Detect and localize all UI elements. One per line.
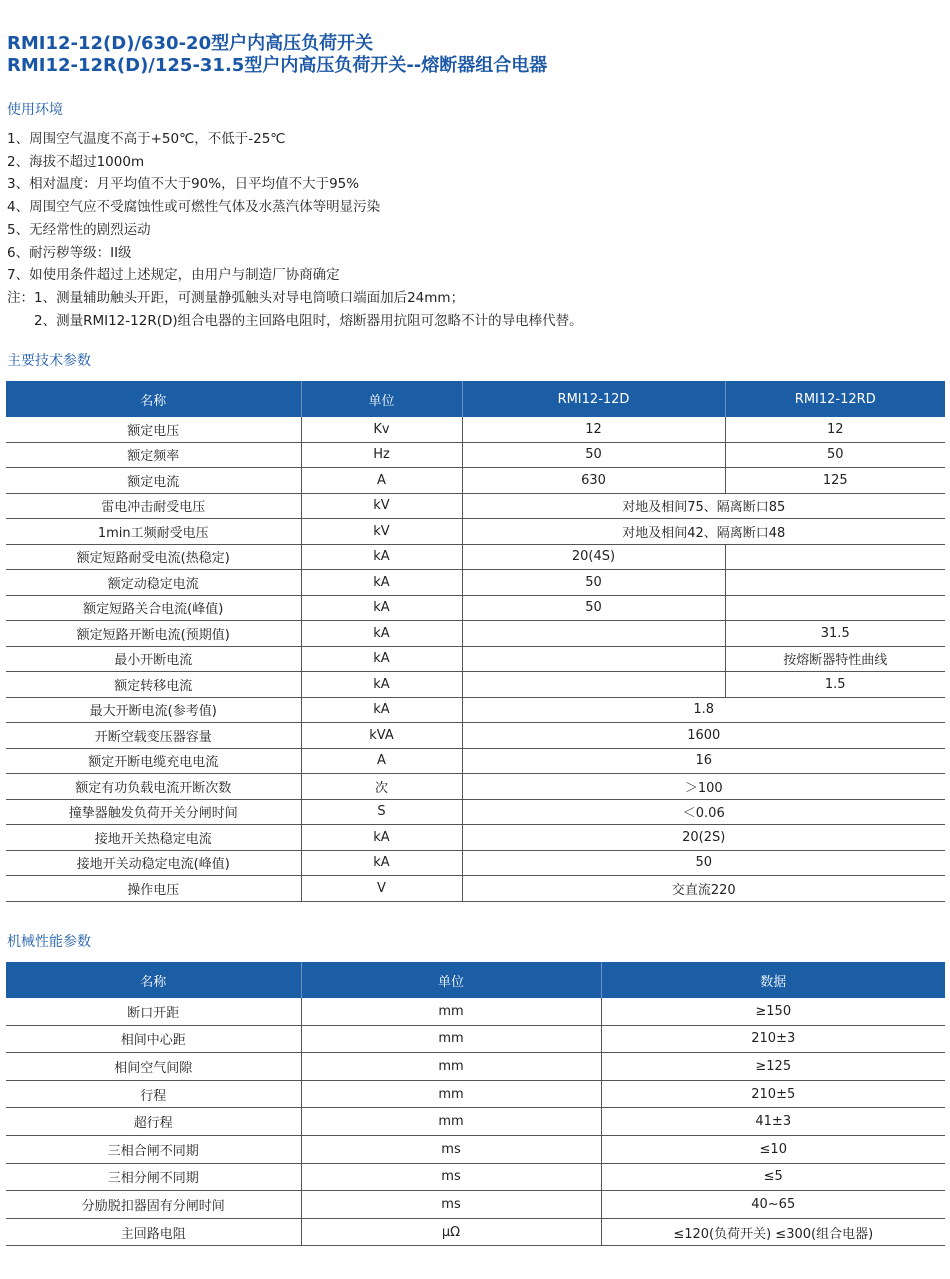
table-cell: 超行程 — [6, 1108, 301, 1136]
table-cell: 三相分闸不同期 — [6, 1163, 301, 1191]
table-row — [6, 1163, 945, 1191]
table-row — [6, 799, 945, 825]
table-cell: 雷电冲击耐受电压 — [6, 493, 301, 519]
table-row — [6, 493, 945, 519]
environment-item: 6、耐污秽等级：II级 — [7, 244, 132, 261]
table-cell: 630 — [462, 468, 725, 494]
table-cell: 相间中心距 — [6, 1025, 301, 1053]
environment-item: 2、海拔不超过1000m — [7, 153, 145, 170]
table-row — [6, 825, 945, 851]
table-cell: 对地及相间75、隔离断口85 — [462, 493, 945, 519]
column-header: 名称 — [6, 381, 301, 417]
table-cell — [725, 595, 945, 621]
table-cell: kA — [301, 825, 462, 851]
table-cell: ms — [301, 1163, 601, 1191]
table-cell: kA — [301, 646, 462, 672]
title-line-2: RMI12-12R(D)/125-31.5型户内高压负荷开关--熔断器组合电器 — [7, 55, 548, 76]
table-header-row — [6, 962, 945, 998]
table-cell: kA — [301, 544, 462, 570]
title-line-1: RMI12-12(D)/630-20型户内高压负荷开关 — [7, 33, 374, 54]
table-cell: 最大开断电流(参考值) — [6, 697, 301, 723]
table-cell: 50 — [462, 570, 725, 596]
table-cell: 断口开距 — [6, 998, 301, 1025]
table-row — [6, 1218, 945, 1246]
table-cell: ≤10 — [601, 1135, 945, 1163]
table-cell: 额定短路耐受电流(热稳定) — [6, 544, 301, 570]
table-cell: 额定动稳定电流 — [6, 570, 301, 596]
note-item: 注：1、测量辅助触头开距，可测量静弧触头对导电筒喷口端面加后24mm； — [7, 289, 465, 306]
table-cell: 50 — [462, 595, 725, 621]
table-cell: kV — [301, 493, 462, 519]
table-cell: 125 — [725, 468, 945, 494]
note-item: 2、测量RMI12-12R(D)组合电器的主回路电阻时，熔断器用抗阻可忽略不计的导电棒代替。 — [34, 312, 583, 329]
table-row — [6, 544, 945, 570]
table-row — [6, 1053, 945, 1081]
table-cell: 12 — [725, 417, 945, 442]
table-row — [6, 774, 945, 800]
table-row — [6, 621, 945, 647]
column-header: 单位 — [301, 962, 601, 998]
table-cell: Kv — [301, 417, 462, 442]
table-cell — [462, 621, 725, 647]
table-cell: 额定电压 — [6, 417, 301, 442]
mech-params-heading: 机械性能参数 — [7, 934, 91, 950]
table-cell: 开断空载变压器容量 — [6, 723, 301, 749]
table-cell: 40~65 — [601, 1191, 945, 1219]
table-row — [6, 468, 945, 494]
table-cell: 对地及相间42、隔离断口48 — [462, 519, 945, 545]
table-cell: 额定有功负载电流开断次数 — [6, 774, 301, 800]
table-cell: 交直流220 — [462, 876, 945, 902]
table-cell: 次 — [301, 774, 462, 800]
table-cell: mm — [301, 998, 601, 1025]
table-cell: 额定开断电缆充电电流 — [6, 748, 301, 774]
column-header: 名称 — [6, 962, 301, 998]
column-header: 数据 — [601, 962, 945, 998]
table-header-row — [6, 381, 945, 417]
table-cell: ≤120(负荷开关) ≤300(组合电器) — [601, 1218, 945, 1246]
table-cell: 接地开关热稳定电流 — [6, 825, 301, 851]
table-cell — [462, 672, 725, 698]
table-cell: mm — [301, 1108, 601, 1136]
column-header: RMI12-12D — [462, 381, 725, 417]
table-cell: ＞100 — [462, 774, 945, 800]
table-row — [6, 850, 945, 876]
table-cell: 操作电压 — [6, 876, 301, 902]
table-cell: 行程 — [6, 1080, 301, 1108]
table-row — [6, 595, 945, 621]
table-cell: 额定转移电流 — [6, 672, 301, 698]
table-cell: kV — [301, 519, 462, 545]
table-cell: 1.5 — [725, 672, 945, 698]
table-row — [6, 646, 945, 672]
table-cell: 相间空气间隙 — [6, 1053, 301, 1081]
table-cell: V — [301, 876, 462, 902]
table-cell: 额定电流 — [6, 468, 301, 494]
table-cell: 最小开断电流 — [6, 646, 301, 672]
table-cell: ≥150 — [601, 998, 945, 1025]
table-cell: 按熔断器特性曲线 — [725, 646, 945, 672]
environment-item: 3、相对温度：月平均值不大于90%，日平均值不大于95% — [7, 176, 360, 193]
environment-item: 7、如使用条件超过上述规定，由用户与制造厂协商确定 — [7, 267, 340, 284]
table-cell: kVA — [301, 723, 462, 749]
table-cell: 50 — [725, 442, 945, 468]
table-cell: 41±3 — [601, 1108, 945, 1136]
table-cell — [462, 646, 725, 672]
column-header: RMI12-12RD — [725, 381, 945, 417]
table-cell: 210±5 — [601, 1080, 945, 1108]
table-row — [6, 442, 945, 468]
environment-heading: 使用环境 — [7, 102, 63, 118]
table-row — [6, 519, 945, 545]
table-row — [6, 723, 945, 749]
table-cell: A — [301, 468, 462, 494]
table-row — [6, 1108, 945, 1136]
table-cell: 额定频率 — [6, 442, 301, 468]
table-cell: 210±3 — [601, 1025, 945, 1053]
table-row — [6, 1025, 945, 1053]
table-cell: A — [301, 748, 462, 774]
table-row — [6, 1191, 945, 1219]
table-cell: ＜0.06 — [462, 799, 945, 825]
table-cell: ≤5 — [601, 1163, 945, 1191]
table-row — [6, 876, 945, 902]
table-row — [6, 672, 945, 698]
table-cell: ≥125 — [601, 1053, 945, 1081]
mech-params-table — [6, 962, 945, 1246]
table-row — [6, 570, 945, 596]
table-cell: kA — [301, 697, 462, 723]
table-cell: 16 — [462, 748, 945, 774]
table-cell: kA — [301, 570, 462, 596]
environment-list — [7, 128, 583, 332]
table-cell: 撞挚器触发负荷开关分闸时间 — [6, 799, 301, 825]
table-cell: 接地开关动稳定电流(峰值) — [6, 850, 301, 876]
table-cell — [725, 570, 945, 596]
table-row — [6, 1135, 945, 1163]
environment-item: 5、无经常性的剧烈运动 — [7, 221, 151, 238]
table-cell: 50 — [462, 442, 725, 468]
table-cell: mm — [301, 1053, 601, 1081]
table-cell: 20(4S) — [462, 544, 725, 570]
table-cell: S — [301, 799, 462, 825]
table-cell: 1min工频耐受电压 — [6, 519, 301, 545]
table-cell: kA — [301, 595, 462, 621]
table-cell: 31.5 — [725, 621, 945, 647]
environment-item: 4、周围空气应不受腐蚀性或可燃性气体及水蒸汽体等明显污染 — [7, 199, 381, 216]
table-cell: mm — [301, 1025, 601, 1053]
table-cell: Hz — [301, 442, 462, 468]
table-row — [6, 417, 945, 442]
table-cell: kA — [301, 672, 462, 698]
table-cell — [725, 544, 945, 570]
table-cell: 20(2S) — [462, 825, 945, 851]
table-row — [6, 748, 945, 774]
table-row — [6, 998, 945, 1025]
table-cell: μΩ — [301, 1218, 601, 1246]
table-cell: 额定短路关合电流(峰值) — [6, 595, 301, 621]
table-cell: kA — [301, 850, 462, 876]
table-cell: 额定短路开断电流(预期值) — [6, 621, 301, 647]
table-cell: 12 — [462, 417, 725, 442]
table-cell: ms — [301, 1191, 601, 1219]
table-cell: kA — [301, 621, 462, 647]
table-row — [6, 1080, 945, 1108]
tech-params-heading: 主要技术参数 — [7, 353, 91, 369]
table-cell: mm — [301, 1080, 601, 1108]
table-cell: 50 — [462, 850, 945, 876]
column-header: 单位 — [301, 381, 462, 417]
table-row — [6, 697, 945, 723]
tech-params-table — [6, 381, 945, 902]
table-cell: 分励脱扣器固有分闸时间 — [6, 1191, 301, 1219]
environment-item: 1、周围空气温度不高于+50℃，不低于-25℃ — [7, 131, 286, 147]
table-cell: ms — [301, 1135, 601, 1163]
table-cell: 1.8 — [462, 697, 945, 723]
table-cell: 三相合闸不同期 — [6, 1135, 301, 1163]
table-cell: 1600 — [462, 723, 945, 749]
table-cell: 主回路电阻 — [6, 1218, 301, 1246]
